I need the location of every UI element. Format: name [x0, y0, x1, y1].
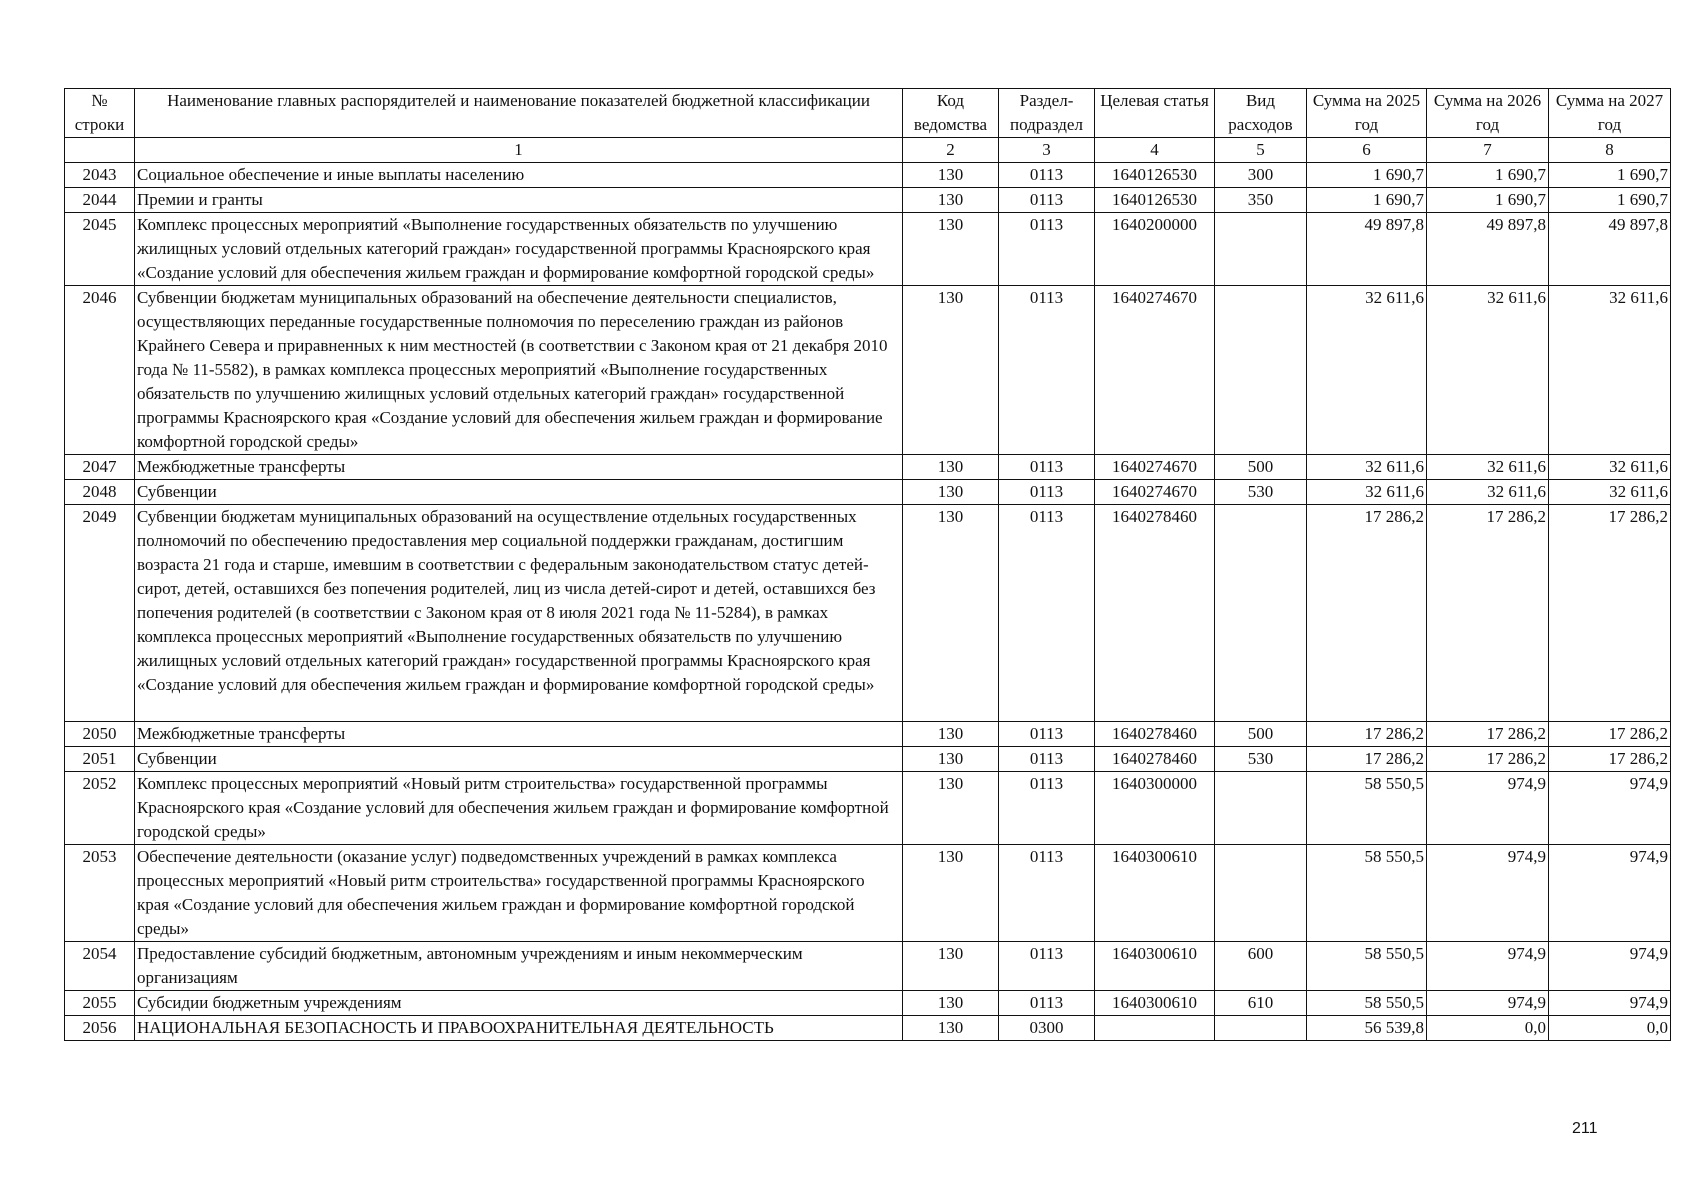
row-expense-type: 530 [1215, 480, 1307, 505]
column-number: 8 [1549, 138, 1671, 163]
row-sum-2026: 974,9 [1427, 845, 1549, 942]
row-target-article: 1640300610 [1095, 845, 1215, 942]
row-target-article: 1640126530 [1095, 188, 1215, 213]
row-target-article: 1640300610 [1095, 991, 1215, 1016]
row-sum-2026: 32 611,6 [1427, 455, 1549, 480]
row-department-code: 130 [903, 772, 999, 845]
header-department-code: Код ведомства [903, 89, 999, 138]
row-department-code: 130 [903, 505, 999, 722]
row-section: 0113 [999, 188, 1095, 213]
header-row-number: № строки [65, 89, 135, 138]
row-sum-2027: 0,0 [1549, 1016, 1671, 1041]
row-sum-2026: 49 897,8 [1427, 213, 1549, 286]
row-section: 0113 [999, 213, 1095, 286]
row-sum-2026: 17 286,2 [1427, 747, 1549, 772]
row-sum-2027: 32 611,6 [1549, 455, 1671, 480]
row-expense-type: 500 [1215, 722, 1307, 747]
row-sum-2026: 974,9 [1427, 942, 1549, 991]
row-section: 0113 [999, 772, 1095, 845]
table-row [65, 991, 1671, 1016]
row-target-article: 1640300000 [1095, 772, 1215, 845]
row-name: Социальное обеспечение и иные выплаты населению [135, 163, 903, 188]
row-sum-2026: 17 286,2 [1427, 722, 1549, 747]
table-row [65, 845, 1671, 942]
row-sum-2027: 17 286,2 [1549, 722, 1671, 747]
row-section: 0113 [999, 991, 1095, 1016]
row-department-code: 130 [903, 163, 999, 188]
row-sum-2025: 17 286,2 [1307, 747, 1427, 772]
column-number: 2 [903, 138, 999, 163]
row-section: 0113 [999, 286, 1095, 455]
row-sum-2026: 0,0 [1427, 1016, 1549, 1041]
row-sum-2025: 32 611,6 [1307, 480, 1427, 505]
row-sum-2025: 58 550,5 [1307, 845, 1427, 942]
row-target-article: 1640278460 [1095, 722, 1215, 747]
row-department-code: 130 [903, 188, 999, 213]
row-name: НАЦИОНАЛЬНАЯ БЕЗОПАСНОСТЬ И ПРАВООХРАНИТЕЛЬНАЯ ДЕЯТЕЛЬНОСТЬ [135, 1016, 903, 1041]
row-name: Межбюджетные трансферты [135, 455, 903, 480]
row-number: 2054 [65, 942, 135, 991]
row-expense-type: 350 [1215, 188, 1307, 213]
row-section: 0113 [999, 722, 1095, 747]
row-name: Субвенции [135, 747, 903, 772]
row-number: 2053 [65, 845, 135, 942]
table-row [65, 188, 1671, 213]
row-expense-type [1215, 505, 1307, 722]
table-row [65, 480, 1671, 505]
page-number: 211 [1572, 1120, 1598, 1137]
row-department-code: 130 [903, 455, 999, 480]
row-name: Комплекс процессных мероприятий «Выполнение государственных обязательств по улучшению жилищных условий отдельных категорий граждан» государственной программы Красноярского края «Создание условий для обеспечения жильем граждан и формирование комфортной городской среды» [135, 213, 903, 286]
row-department-code: 130 [903, 480, 999, 505]
row-sum-2027: 974,9 [1549, 772, 1671, 845]
row-section: 0113 [999, 845, 1095, 942]
row-sum-2025: 49 897,8 [1307, 213, 1427, 286]
row-section: 0113 [999, 455, 1095, 480]
row-department-code: 130 [903, 286, 999, 455]
row-sum-2027: 17 286,2 [1549, 505, 1671, 722]
row-sum-2027: 17 286,2 [1549, 747, 1671, 772]
row-expense-type: 610 [1215, 991, 1307, 1016]
row-expense-type [1215, 1016, 1307, 1041]
row-target-article: 1640300610 [1095, 942, 1215, 991]
header-sum-2025: Сумма на 2025 год [1307, 89, 1427, 138]
row-sum-2026: 32 611,6 [1427, 286, 1549, 455]
row-number: 2047 [65, 455, 135, 480]
row-sum-2027: 974,9 [1549, 845, 1671, 942]
row-number: 2055 [65, 991, 135, 1016]
row-target-article: 1640274670 [1095, 480, 1215, 505]
row-number: 2052 [65, 772, 135, 845]
row-name: Обеспечение деятельности (оказание услуг) подведомственных учреждений в рамках комплекса процессных мероприятий «Новый ритм строительства» государственной программы Красноярского края «Создание условий для обеспечения жильем граждан и формирование комфортной городской среды» [135, 845, 903, 942]
row-sum-2025: 17 286,2 [1307, 722, 1427, 747]
row-department-code: 130 [903, 213, 999, 286]
row-expense-type [1215, 772, 1307, 845]
row-number: 2056 [65, 1016, 135, 1041]
row-section: 0113 [999, 163, 1095, 188]
column-number: 3 [999, 138, 1095, 163]
row-sum-2027: 32 611,6 [1549, 480, 1671, 505]
row-name: Предоставление субсидий бюджетным, автономным учреждениям и иным некоммерческим организациям [135, 942, 903, 991]
header-section: Раздел-подраздел [999, 89, 1095, 138]
row-sum-2026: 974,9 [1427, 772, 1549, 845]
row-sum-2026: 974,9 [1427, 991, 1549, 1016]
column-number: 1 [135, 138, 903, 163]
row-target-article: 1640200000 [1095, 213, 1215, 286]
row-sum-2027: 1 690,7 [1549, 163, 1671, 188]
table-header-row [65, 89, 1671, 138]
row-sum-2027: 32 611,6 [1549, 286, 1671, 455]
row-number: 2045 [65, 213, 135, 286]
header-target-article: Целевая статья [1095, 89, 1215, 138]
row-target-article: 1640274670 [1095, 455, 1215, 480]
row-section: 0113 [999, 505, 1095, 722]
table-row [65, 505, 1671, 722]
row-target-article: 1640278460 [1095, 505, 1215, 722]
header-sum-2026: Сумма на 2026 год [1427, 89, 1549, 138]
row-target-article: 1640274670 [1095, 286, 1215, 455]
table-row [65, 455, 1671, 480]
row-number: 2049 [65, 505, 135, 722]
row-expense-type: 600 [1215, 942, 1307, 991]
row-target-article: 1640126530 [1095, 163, 1215, 188]
row-expense-type [1215, 213, 1307, 286]
row-target-article: 1640278460 [1095, 747, 1215, 772]
row-sum-2025: 1 690,7 [1307, 163, 1427, 188]
row-sum-2025: 32 611,6 [1307, 286, 1427, 455]
row-number: 2050 [65, 722, 135, 747]
row-sum-2025: 58 550,5 [1307, 772, 1427, 845]
table-row [65, 163, 1671, 188]
header-name: Наименование главных распорядителей и наименование показателей бюджетной классификации [135, 89, 903, 138]
table-row [65, 213, 1671, 286]
row-expense-type: 300 [1215, 163, 1307, 188]
row-number: 2046 [65, 286, 135, 455]
row-name: Субвенции бюджетам муниципальных образований на осуществление отдельных государственных полномочий по обеспечению предоставления мер социальной поддержки гражданам, достигшим возраста 21 года и старше, имевшим в соответствии с федеральным законодательством статус детей-сирот, детей, оставшихся без попечения родителей, лиц из числа детей-сирот и детей, оставшихся без попечения родителей (в соответствии с Законом края от 8 июля 2021 года № 11-5284), в рамках комплекса процессных мероприятий «Выполнение государственных обязательств по улучшению жилищных условий отдельных категорий граждан» государственной программы Красноярского края «Создание условий для обеспечения жильем граждан и формирование комфортной городской среды» [135, 505, 903, 722]
row-sum-2027: 49 897,8 [1549, 213, 1671, 286]
row-department-code: 130 [903, 991, 999, 1016]
column-number-row [65, 138, 1671, 163]
column-number: 6 [1307, 138, 1427, 163]
row-sum-2027: 974,9 [1549, 991, 1671, 1016]
row-section: 0113 [999, 480, 1095, 505]
row-number: 2044 [65, 188, 135, 213]
row-name: Межбюджетные трансферты [135, 722, 903, 747]
row-expense-type [1215, 845, 1307, 942]
row-sum-2027: 974,9 [1549, 942, 1671, 991]
row-section: 0113 [999, 747, 1095, 772]
row-name: Комплекс процессных мероприятий «Новый ритм строительства» государственной программы Красноярского края «Создание условий для обеспечения жильем граждан и формирование комфортной городской среды» [135, 772, 903, 845]
row-sum-2027: 1 690,7 [1549, 188, 1671, 213]
row-sum-2025: 58 550,5 [1307, 942, 1427, 991]
budget-table [64, 88, 1671, 1041]
header-expense-type: Вид расходов [1215, 89, 1307, 138]
row-sum-2026: 32 611,6 [1427, 480, 1549, 505]
row-sum-2026: 1 690,7 [1427, 188, 1549, 213]
row-sum-2026: 17 286,2 [1427, 505, 1549, 722]
table-row [65, 772, 1671, 845]
row-name: Субвенции бюджетам муниципальных образований на обеспечение деятельности специалистов, осуществляющих переданные государственные полномочия по переселению граждан из районов Крайнего Севера и приравненных к ним местностей (в соответствии с Законом края от 21 декабря 2010 года № 11-5582), в рамках комплекса процессных мероприятий «Выполнение государственных обязательств по улучшению жилищных условий отдельных категорий граждан» государственной программы Красноярского края «Создание условий для обеспечения жильем граждан и формирование комфортной городской среды» [135, 286, 903, 455]
table-row [65, 942, 1671, 991]
column-number: 7 [1427, 138, 1549, 163]
row-number: 2043 [65, 163, 135, 188]
row-target-article [1095, 1016, 1215, 1041]
column-number: 4 [1095, 138, 1215, 163]
row-department-code: 130 [903, 722, 999, 747]
row-department-code: 130 [903, 942, 999, 991]
header-sum-2027: Сумма на 2027 год [1549, 89, 1671, 138]
row-number: 2048 [65, 480, 135, 505]
row-section: 0300 [999, 1016, 1095, 1041]
row-sum-2026: 1 690,7 [1427, 163, 1549, 188]
row-sum-2025: 17 286,2 [1307, 505, 1427, 722]
row-name: Премии и гранты [135, 188, 903, 213]
column-number: 5 [1215, 138, 1307, 163]
table-row [65, 747, 1671, 772]
column-number [65, 138, 135, 163]
row-sum-2025: 58 550,5 [1307, 991, 1427, 1016]
row-sum-2025: 56 539,8 [1307, 1016, 1427, 1041]
row-department-code: 130 [903, 747, 999, 772]
row-name: Субсидии бюджетным учреждениям [135, 991, 903, 1016]
row-department-code: 130 [903, 845, 999, 942]
row-sum-2025: 32 611,6 [1307, 455, 1427, 480]
row-expense-type: 500 [1215, 455, 1307, 480]
row-expense-type: 530 [1215, 747, 1307, 772]
row-department-code: 130 [903, 1016, 999, 1041]
row-section: 0113 [999, 942, 1095, 991]
table-row [65, 286, 1671, 455]
row-sum-2025: 1 690,7 [1307, 188, 1427, 213]
table-row [65, 722, 1671, 747]
row-expense-type [1215, 286, 1307, 455]
row-name: Субвенции [135, 480, 903, 505]
row-number: 2051 [65, 747, 135, 772]
table-row [65, 1016, 1671, 1041]
